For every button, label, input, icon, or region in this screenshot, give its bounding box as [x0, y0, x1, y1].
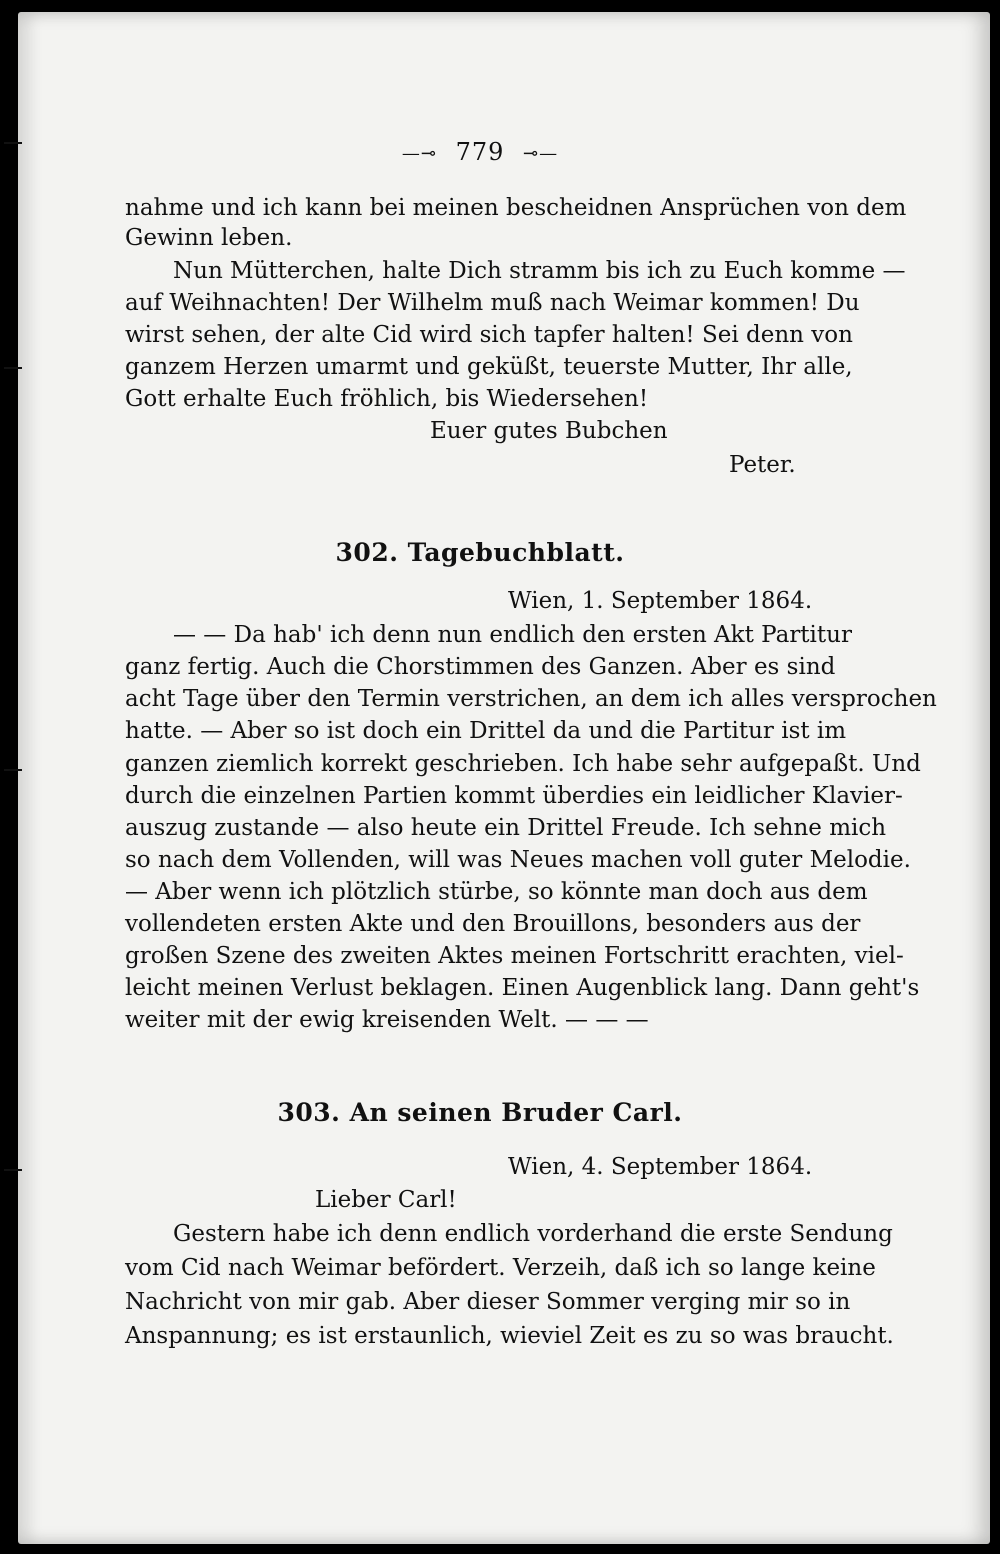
text-line: so nach dem Vollenden, will was Neues machen voll guter Melodie. [125, 847, 911, 873]
spine-mark [4, 142, 22, 144]
text-line: — Aber wenn ich plötzlich stürbe, so könnte man doch aus dem [125, 879, 868, 905]
text-line: ganzem Herzen umarmt und geküßt, teuerste Mutter, Ihr alle, [125, 354, 853, 380]
text-line: — — Da hab' ich denn nun endlich den ersten Akt Partitur [173, 622, 852, 648]
text-line: wirst sehen, der alte Cid wird sich tapfer halten! Sei denn von [125, 322, 853, 348]
text-line: hatte. — Aber so ist doch ein Drittel da und die Partitur ist im [125, 718, 847, 744]
letter-signature: Peter. [729, 452, 796, 478]
letter-salutation: Lieber Carl! [315, 1187, 457, 1213]
text-line: nahme und ich kann bei meinen bescheidnen Ansprüchen von dem [125, 195, 907, 221]
text-line: Nun Mütterchen, halte Dich stramm bis ich zu Euch komme — [173, 258, 906, 284]
text-line: Gewinn leben. [125, 225, 293, 251]
entry-heading-302: 302. Tagebuchblatt. [335, 538, 625, 567]
text-line: auszug zustande — also heute ein Drittel Freude. Ich sehne mich [125, 815, 887, 841]
text-line: Nachricht von mir gab. Aber dieser Sommer verging mir so in [125, 1289, 851, 1315]
entry-dateline-303: Wien, 4. September 1864. [508, 1154, 813, 1180]
text-line: Gott erhalte Euch fröhlich, bis Wiedersehen! [125, 386, 649, 412]
text-line: ganz fertig. Auch die Chorstimmen des Ganzen. Aber es sind [125, 654, 836, 680]
spine-mark [4, 769, 22, 771]
entry-heading-303: 303. An seinen Bruder Carl. [277, 1098, 683, 1127]
header-ornament-left: —⊸ [401, 143, 437, 164]
spine-mark [4, 367, 22, 369]
text-line: acht Tage über den Termin verstrichen, an dem ich alles versprochen [125, 686, 937, 712]
text-line: leicht meinen Verlust beklagen. Einen Augenblick lang. Dann geht's [125, 975, 920, 1001]
text-line: weiter mit der ewig kreisenden Welt. — — — [125, 1007, 649, 1033]
text-line: auf Weihnachten! Der Wilhelm muß nach Weimar kommen! Du [125, 290, 860, 316]
page-number: 779 [455, 138, 505, 166]
page-header [125, 138, 835, 166]
letter-closing: Euer gutes Bubchen [430, 418, 668, 444]
header-ornament-right: ⊸— [523, 143, 559, 164]
text-line: durch die einzelnen Partien kommt überdies ein leidlicher Klavier- [125, 783, 903, 809]
text-line: Gestern habe ich denn endlich vorderhand die erste Sendung [173, 1221, 893, 1247]
entry-dateline-302: Wien, 1. September 1864. [508, 588, 813, 614]
text-line: vollendeten ersten Akte und den Brouillons, besonders aus der [125, 911, 861, 937]
text-line: Anspannung; es ist erstaunlich, wieviel Zeit es zu so was braucht. [125, 1323, 894, 1349]
spine-mark [4, 1169, 22, 1171]
text-line: vom Cid nach Weimar befördert. Verzeih, daß ich so lange keine [125, 1255, 876, 1281]
text-line: ganzen ziemlich korrekt geschrieben. Ich habe sehr aufgepaßt. Und [125, 751, 921, 777]
text-line: großen Szene des zweiten Aktes meinen Fortschritt erachten, viel- [125, 943, 904, 969]
